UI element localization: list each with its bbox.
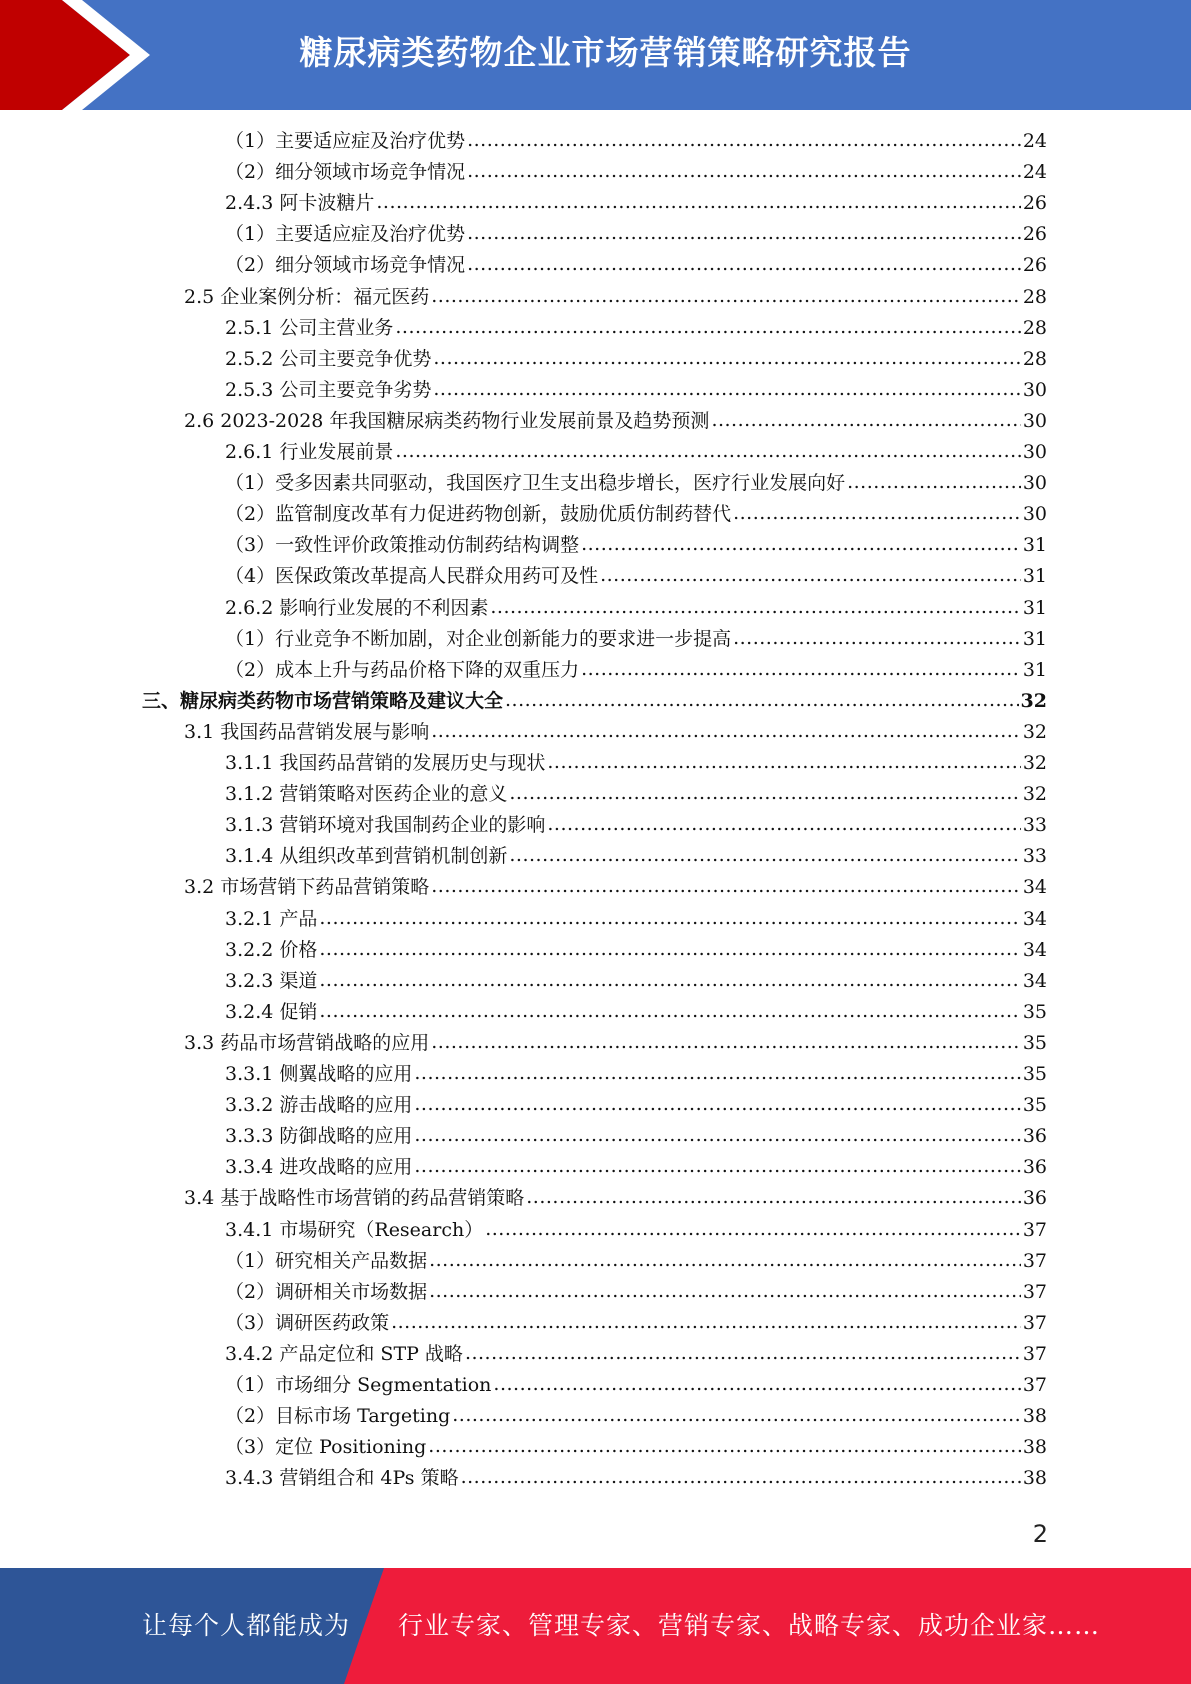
toc-entry[interactable] bbox=[184, 406, 1047, 437]
toc-dot-leader bbox=[433, 343, 1020, 374]
toc-entry[interactable] bbox=[225, 966, 1047, 997]
toc-dot-leader bbox=[319, 965, 1020, 996]
toc-entry-page: 34 bbox=[1022, 969, 1047, 992]
toc-entry-page: 32 bbox=[1022, 783, 1047, 806]
toc-dot-leader bbox=[581, 529, 1021, 560]
toc-entry[interactable] bbox=[225, 779, 1047, 810]
toc-dot-leader bbox=[391, 1307, 1021, 1338]
toc-entry[interactable] bbox=[225, 344, 1047, 375]
toc-entry-page: 34 bbox=[1022, 907, 1047, 930]
toc-entry-label: （1）行业竞争不断加剧，对企业创新能力的要求进一步提高 bbox=[225, 627, 732, 650]
toc-entry-label: 3.3.1 侧翼战略的应用 bbox=[225, 1063, 413, 1085]
toc-entry[interactable] bbox=[225, 313, 1047, 344]
toc-entry-label: 3.3.3 防御战略的应用 bbox=[225, 1125, 413, 1148]
toc-dot-leader bbox=[414, 1120, 1020, 1151]
toc-entry-label: 3.1.1 我国药品营销的发展历史与现状 bbox=[225, 752, 546, 774]
toc-entry[interactable] bbox=[225, 157, 1047, 188]
toc-entry[interactable] bbox=[225, 624, 1047, 655]
toc-entry-label: （1）受多因素共同驱动，我国医疗卫生支出稳步增长，医疗行业发展向好 bbox=[225, 472, 846, 495]
toc-entry-label: （3）一致性评价政策推动仿制药结构调整 bbox=[225, 534, 580, 557]
toc-entry[interactable] bbox=[225, 1152, 1047, 1183]
toc-entry[interactable] bbox=[225, 904, 1047, 935]
toc-entry-label: 3.2.2 价格 bbox=[225, 938, 318, 961]
toc-dot-leader bbox=[600, 560, 1021, 591]
toc-entry[interactable] bbox=[225, 530, 1047, 561]
toc-entry[interactable] bbox=[184, 282, 1047, 313]
toc-entry-page: 33 bbox=[1022, 814, 1047, 837]
toc-dot-leader bbox=[490, 592, 1020, 623]
toc-entry-page: 30 bbox=[1022, 441, 1047, 463]
toc-entry-page: 32 bbox=[1020, 689, 1047, 712]
toc-entry-label: （3）定位 Positioning bbox=[225, 1436, 427, 1459]
toc-entry-page: 28 bbox=[1022, 347, 1047, 370]
toc-entry[interactable] bbox=[225, 126, 1047, 157]
toc-dot-leader bbox=[711, 405, 1020, 436]
toc-entry-label: 3.4.3 营销组合和 4Ps 策略 bbox=[225, 1467, 459, 1490]
toc-entry-page: 33 bbox=[1022, 845, 1047, 868]
toc-entry-label: 3.2.1 产品 bbox=[225, 907, 318, 930]
toc-dot-leader bbox=[581, 654, 1021, 685]
toc-entry-page: 32 bbox=[1022, 752, 1047, 774]
toc-entry-page: 35 bbox=[1022, 1094, 1047, 1117]
toc-entry-page: 36 bbox=[1022, 1156, 1047, 1179]
toc-entry[interactable] bbox=[225, 1121, 1047, 1152]
toc-entry[interactable] bbox=[225, 219, 1047, 250]
toc-entry-page: 34 bbox=[1022, 938, 1047, 961]
toc-entry[interactable] bbox=[225, 561, 1047, 592]
toc-entry-label: 3.2.4 促销 bbox=[225, 1000, 318, 1023]
toc-entry-label: 2.4.3 阿卡波糖片 bbox=[225, 192, 375, 215]
toc-entry-label: （2）细分领域市场竞争情况 bbox=[225, 161, 466, 184]
toc-entry-page: 31 bbox=[1022, 596, 1047, 619]
toc-entry-page: 36 bbox=[1022, 1125, 1047, 1148]
toc-entry[interactable] bbox=[225, 1215, 1047, 1246]
toc-entry-page: 37 bbox=[1022, 1342, 1047, 1365]
toc-entry-label: （1）研究相关产品数据 bbox=[225, 1249, 428, 1272]
toc-entry-label: 2.5.2 公司主要竞争优势 bbox=[225, 347, 432, 370]
toc-dot-leader bbox=[509, 778, 1020, 809]
toc-entry-page: 35 bbox=[1022, 1031, 1047, 1054]
toc-dot-leader bbox=[395, 436, 1020, 467]
toc-entry-page: 37 bbox=[1022, 1249, 1047, 1272]
toc-entry[interactable] bbox=[225, 997, 1047, 1028]
toc-entry-page: 31 bbox=[1022, 565, 1047, 588]
toc-entry[interactable] bbox=[225, 499, 1047, 530]
toc-dot-leader bbox=[547, 747, 1020, 778]
toc-entry-label: 3.3.2 游击战略的应用 bbox=[225, 1094, 413, 1117]
toc-dot-leader bbox=[414, 1058, 1020, 1089]
toc-entry[interactable] bbox=[225, 375, 1047, 406]
toc-entry[interactable] bbox=[225, 810, 1047, 841]
toc-entry[interactable] bbox=[225, 935, 1047, 966]
toc-entry-label: （2）成本上升与药品价格下降的双重压力 bbox=[225, 658, 580, 681]
toc-entry[interactable] bbox=[184, 717, 1047, 748]
toc-entry-page: 38 bbox=[1022, 1436, 1047, 1459]
toc-entry-label: （1）主要适应症及治疗优势 bbox=[225, 223, 466, 246]
toc-entry[interactable] bbox=[184, 1028, 1047, 1059]
toc-entry-label: 三、糖尿病类药物市场营销策略及建议大全 bbox=[142, 689, 504, 712]
toc-entry-label: 2.6.2 影响行业发展的不利因素 bbox=[225, 596, 489, 619]
toc-entry[interactable] bbox=[225, 593, 1047, 624]
toc-entry-label: 3.3 药品市场营销战略的应用 bbox=[184, 1031, 430, 1054]
toc-entry-page: 30 bbox=[1022, 472, 1047, 495]
toc-entry-page: 38 bbox=[1022, 1467, 1047, 1490]
toc-dot-leader bbox=[319, 903, 1020, 934]
page-footer bbox=[0, 1568, 1191, 1684]
toc-entry[interactable] bbox=[225, 1339, 1047, 1370]
toc-entry[interactable] bbox=[225, 748, 1047, 779]
toc-entry[interactable] bbox=[184, 872, 1047, 903]
toc-dot-leader bbox=[485, 1214, 1021, 1245]
toc-entry-label: 3.4.1 市場研究（Research） bbox=[225, 1218, 484, 1241]
toc-entry-label: 2.5.3 公司主要竞争劣势 bbox=[225, 378, 432, 401]
toc-dot-leader bbox=[433, 374, 1020, 405]
footer-slogan-right: 行业专家、管理专家、营销专家、战略专家、成功企业家…… bbox=[398, 1611, 1101, 1640]
toc-entry[interactable] bbox=[225, 1059, 1047, 1090]
toc-entry-label: 2.5.1 公司主营业务 bbox=[225, 316, 394, 339]
toc-entry-label: （1）市场细分 Segmentation bbox=[225, 1374, 492, 1396]
toc-entry-page: 30 bbox=[1022, 378, 1047, 401]
toc-entry-page: 31 bbox=[1022, 627, 1047, 650]
toc-entry-page: 26 bbox=[1022, 223, 1047, 246]
toc-entry-label: 3.4 基于战略性市场营销的药品营销策略 bbox=[184, 1187, 525, 1210]
toc-dot-leader bbox=[319, 996, 1020, 1027]
toc-dot-leader bbox=[467, 125, 1021, 156]
toc-dot-leader bbox=[429, 1245, 1021, 1276]
toc-dot-leader bbox=[431, 871, 1021, 902]
toc-entry-label: （2）目标市场 Targeting bbox=[225, 1405, 451, 1428]
toc-entry-page: 28 bbox=[1022, 285, 1047, 308]
toc-entry-page: 26 bbox=[1022, 192, 1047, 215]
toc-dot-leader bbox=[319, 934, 1020, 965]
toc-entry-label: 3.1.4 从组织改革到营销机制创新 bbox=[225, 845, 508, 868]
toc-dot-leader bbox=[431, 716, 1021, 747]
toc-entry-label: （2）细分领域市场竞争情况 bbox=[225, 254, 466, 277]
toc-entry-page: 37 bbox=[1022, 1311, 1047, 1334]
toc-entry-page: 37 bbox=[1022, 1218, 1047, 1241]
toc-dot-leader bbox=[526, 1182, 1021, 1213]
toc-entry[interactable] bbox=[225, 1401, 1047, 1432]
toc-entry[interactable] bbox=[225, 841, 1047, 872]
toc-dot-leader bbox=[414, 1151, 1020, 1182]
toc-entry-label: 2.6 2023-2028 年我国糖尿病类药物行业发展前景及趋势预测 bbox=[184, 409, 710, 432]
toc-entry-label: 3.1.2 营销策略对医药企业的意义 bbox=[225, 783, 508, 806]
toc-dot-leader bbox=[428, 1431, 1021, 1462]
toc-entry[interactable] bbox=[225, 655, 1047, 686]
toc-entry-page: 30 bbox=[1022, 503, 1047, 526]
toc-entry-page: 31 bbox=[1022, 658, 1047, 681]
toc-entry[interactable] bbox=[225, 1090, 1047, 1121]
toc-dot-leader bbox=[509, 840, 1020, 871]
toc-entry-label: 3.2.3 渠道 bbox=[225, 969, 318, 992]
toc-entry-page: 32 bbox=[1022, 720, 1047, 743]
toc-entry[interactable] bbox=[225, 1370, 1047, 1401]
toc-entry-label: 2.6.1 行业发展前景 bbox=[225, 441, 394, 463]
toc-dot-leader bbox=[414, 1089, 1020, 1120]
toc-entry[interactable] bbox=[225, 1277, 1047, 1308]
toc-entry-page: 36 bbox=[1022, 1187, 1047, 1210]
toc-entry[interactable] bbox=[225, 188, 1047, 219]
toc-entry-label: （1）主要适应症及治疗优势 bbox=[225, 130, 466, 152]
document-title: 糖尿病类药物企业市场营销策略研究报告 bbox=[299, 33, 912, 72]
toc-entry-page: 26 bbox=[1022, 254, 1047, 277]
toc-dot-leader bbox=[505, 685, 1019, 716]
page-number: 2 bbox=[1032, 1520, 1048, 1548]
toc-entry[interactable] bbox=[184, 1183, 1047, 1214]
toc-entry-page: 35 bbox=[1022, 1063, 1047, 1085]
toc-entry[interactable] bbox=[225, 437, 1047, 468]
toc-dot-leader bbox=[431, 281, 1021, 312]
toc-entry-page: 34 bbox=[1022, 876, 1047, 899]
toc-entry-page: 31 bbox=[1022, 534, 1047, 557]
toc-dot-leader bbox=[733, 498, 1021, 529]
toc-entry[interactable] bbox=[142, 686, 1047, 717]
toc-entry[interactable] bbox=[225, 1246, 1047, 1277]
toc-dot-leader bbox=[429, 1276, 1021, 1307]
page-header bbox=[0, 0, 1191, 110]
toc-entry[interactable] bbox=[225, 1463, 1047, 1494]
toc-entry[interactable] bbox=[225, 1308, 1047, 1339]
toc-dot-leader bbox=[395, 312, 1020, 343]
toc-entry-label: （4）医保政策改革提高人民群众用药可及性 bbox=[225, 565, 599, 588]
toc-dot-leader bbox=[431, 1027, 1021, 1058]
toc-entry-label: 3.2 市场营销下药品营销策略 bbox=[184, 876, 430, 899]
toc-dot-leader bbox=[547, 809, 1020, 840]
toc-dot-leader bbox=[376, 187, 1020, 218]
toc-entry-page: 24 bbox=[1022, 161, 1047, 184]
toc-entry-label: 3.1 我国药品营销发展与影响 bbox=[184, 720, 430, 743]
toc-dot-leader bbox=[493, 1369, 1020, 1400]
toc-entry-page: 37 bbox=[1022, 1280, 1047, 1303]
footer-slogan-left: 让每个人都能成为 bbox=[142, 1611, 351, 1640]
toc-dot-leader bbox=[467, 249, 1021, 280]
toc-entry-label: 3.3.4 进攻战略的应用 bbox=[225, 1156, 413, 1179]
toc-dot-leader bbox=[467, 156, 1021, 187]
toc-entry-label: 3.4.2 产品定位和 STP 战略 bbox=[225, 1342, 463, 1365]
toc-entry-label: 3.1.3 营销环境对我国制药企业的影响 bbox=[225, 814, 546, 837]
toc-entry[interactable] bbox=[225, 468, 1047, 499]
toc-dot-leader bbox=[467, 218, 1021, 249]
toc-entry-page: 28 bbox=[1022, 316, 1047, 339]
toc-entry-page: 35 bbox=[1022, 1000, 1047, 1023]
toc-dot-leader bbox=[847, 467, 1021, 498]
toc-dot-leader bbox=[465, 1338, 1021, 1369]
toc-entry-page: 38 bbox=[1022, 1405, 1047, 1428]
toc-entry[interactable] bbox=[225, 1432, 1047, 1463]
toc-entry-label: （3）调研医药政策 bbox=[225, 1311, 390, 1334]
toc-entry-label: （2）调研相关市场数据 bbox=[225, 1280, 428, 1303]
toc-dot-leader bbox=[733, 623, 1021, 654]
toc-dot-leader bbox=[461, 1462, 1021, 1493]
toc-dot-leader bbox=[452, 1400, 1021, 1431]
toc-entry-label: 2.5 企业案例分析：福元医药 bbox=[184, 285, 430, 308]
toc-entry-page: 24 bbox=[1022, 130, 1047, 152]
toc-entry[interactable] bbox=[225, 250, 1047, 281]
toc-entry-page: 37 bbox=[1022, 1374, 1047, 1396]
toc-entry-page: 30 bbox=[1022, 409, 1047, 432]
toc-entry-label: （2）监管制度改革有力促进药物创新，鼓励优质仿制药替代 bbox=[225, 503, 732, 526]
